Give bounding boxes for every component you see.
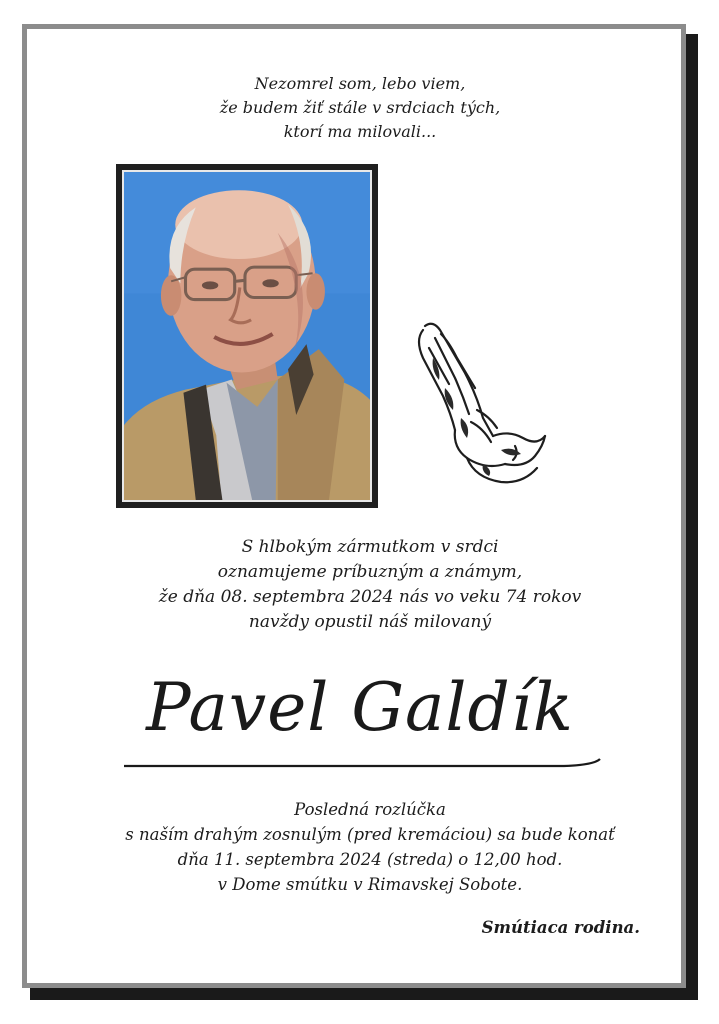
verse-line-2: že budem žiť stále v srdciach tých, <box>219 98 501 117</box>
name-underline <box>124 758 602 772</box>
deceased-name: Pavel Galdík <box>146 669 574 746</box>
verse-quote <box>180 72 540 144</box>
portrait-mat <box>122 170 372 502</box>
ceremony-line-1: Posledná rozlúčka <box>294 800 446 819</box>
praying-hands-icon <box>405 318 550 488</box>
ceremony-info <box>90 797 650 897</box>
verse-line-1: Nezomrel som, lebo viem, <box>254 74 466 93</box>
announcement-line-3: že dňa 08. septembra 2024 nás vo veku 74 rokov <box>158 587 582 607</box>
announcement-line-4: navždy opustil náš milovaný <box>248 612 492 632</box>
announcement-text <box>110 535 630 635</box>
ceremony-line-3: dňa 11. septembra 2024 (streda) o 12,00 hod. <box>177 850 563 869</box>
announcement-line-2: oznamujeme príbuzným a známym, <box>217 562 523 582</box>
ceremony-line-2: s naším drahým zosnulým (pred kremáciou) sa bude konať <box>125 825 615 844</box>
verse-line-3: ktorí ma milovali... <box>283 122 437 141</box>
portrait-photo <box>124 172 370 500</box>
family-signature: Smútiaca rodina. <box>481 918 640 937</box>
announcement-line-1: S hlbokým zármutkom v srdci <box>241 537 499 557</box>
portrait-frame <box>116 164 378 508</box>
ceremony-line-4: v Dome smútku v Rimavskej Sobote. <box>217 875 523 894</box>
